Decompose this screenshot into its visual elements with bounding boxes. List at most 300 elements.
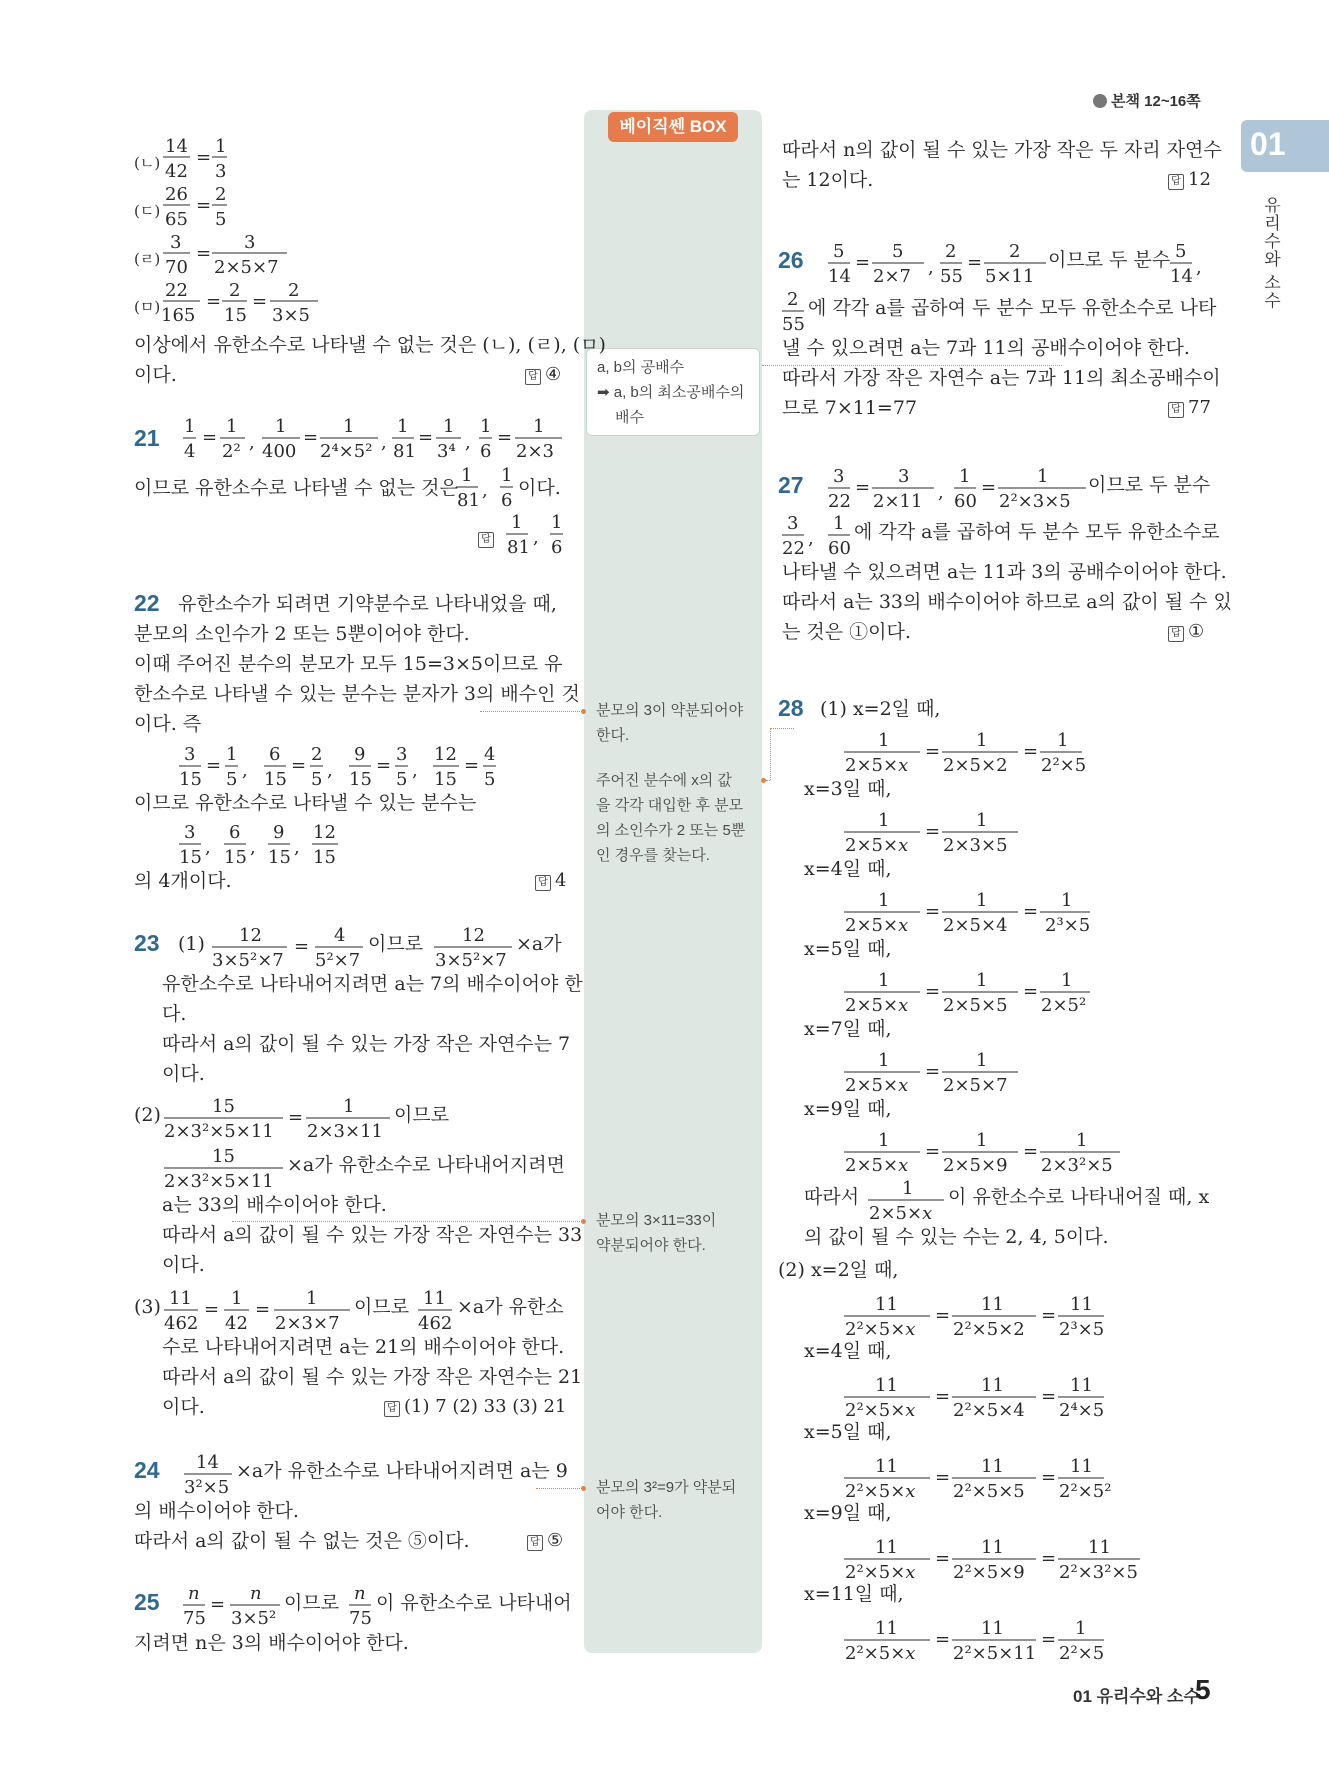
svg-text:2²×5×x: 2²×5×x [845,1481,916,1502]
p20-text2: 이다. [134,364,177,386]
p28-x9: x=9일 때, [804,1098,892,1120]
svg-text:65: 65 [165,209,188,230]
svg-text:,: , [465,432,471,453]
svg-text:15: 15 [224,847,247,868]
svg-text:2²: 2² [222,441,241,462]
svg-text:n: n [188,1583,200,1604]
svg-text:,: , [381,432,387,453]
svg-text:1: 1 [443,416,455,437]
svg-text:2×3×5: 2×3×5 [943,835,1008,856]
svg-text:=: = [935,1386,951,1407]
svg-text:=: = [303,427,319,448]
p22-answer: 답 4 [535,866,566,896]
p23-answer: 답 (1) 7 (2) 33 (3) 21 [384,1392,566,1422]
svg-text:2²×3×5: 2²×3×5 [999,491,1071,512]
svg-text:2×3²×5×11: 2×3²×5×11 [164,1121,274,1142]
p23-3-line5: 이다. [162,1396,205,1418]
box-note-ab [586,348,760,436]
p23-number: 23 [134,930,160,956]
svg-text:22: 22 [165,280,188,301]
p23-1-tail: ×a가 [516,933,562,955]
svg-text:12: 12 [434,744,457,765]
svg-text:2×5×x: 2×5×x [845,755,909,776]
svg-text:1: 1 [1061,970,1073,991]
p23-1-mid: 이므로 [368,933,424,955]
svg-text:=: = [210,1594,226,1615]
p25-tail: 이 유한소수로 나타내어 [376,1592,572,1614]
svg-text:5: 5 [311,769,323,790]
svg-text:42: 42 [225,1313,248,1334]
svg-text:3×5²×7: 3×5²×7 [212,950,284,971]
svg-text:=: = [935,1629,951,1650]
svg-text:4: 4 [484,744,496,765]
svg-text:2: 2 [229,280,241,301]
svg-text:=: = [497,427,513,448]
p21-tail: 이다. [518,477,561,499]
svg-text:3: 3 [833,466,845,487]
svg-text:9: 9 [273,822,285,843]
svg-text:1: 1 [551,512,563,533]
svg-text:2×3: 2×3 [516,441,554,462]
svg-text:81: 81 [393,441,416,462]
svg-text:1: 1 [833,513,845,534]
svg-text:11: 11 [423,1288,446,1309]
p25-line2: 지려면 n은 3의 배수이어야 한다. [134,1632,409,1654]
svg-text:1: 1 [343,1096,355,1117]
svg-text:165: 165 [161,305,196,326]
p28-x3: x=3일 때, [804,778,892,800]
svg-text:2×5×7: 2×5×7 [943,1075,1008,1096]
svg-text:,: , [205,837,211,858]
svg-text:2: 2 [311,744,323,765]
svg-text:2⁴×5²: 2⁴×5² [320,441,373,462]
svg-text:3: 3 [787,513,799,534]
svg-text:2×3²×5×11: 2×3²×5×11 [164,1171,274,1192]
p23-3-tail: ×a가 유한소 [457,1296,564,1318]
svg-text:2²×5×x: 2²×5×x [845,1562,916,1583]
chapter-number: 01 [1250,126,1286,162]
svg-text:=: = [1023,901,1039,922]
svg-text:1: 1 [1076,1130,1088,1151]
p23-3-mid: 이므로 [354,1296,410,1318]
p26-line2: 에 각각 a를 곱하여 두 분수 모두 유한소수로 나타 [808,297,1217,319]
book-reference: 본책 12~16쪽 [1093,90,1201,111]
svg-text:1: 1 [226,416,238,437]
svg-text:5: 5 [215,209,227,230]
p23-line3: 다. [162,1003,187,1025]
p20-text1: 이상에서 유한소수로 나타낼 수 없는 것은 (ㄴ), (ㄹ), (ㅁ) [134,334,606,356]
p22-line4: 한소수로 나타낼 수 있는 분수는 분자가 3의 배수인 것 [134,683,580,705]
p22-line3: 이때 주어진 분수의 분모가 모두 15=3×5이므로 유 [134,653,563,675]
svg-text:=: = [196,243,212,264]
box-note-line3: 배수 [615,409,644,426]
svg-text:1: 1 [511,512,523,533]
footer-chapter: 01 유리수와 소수 [1073,1687,1200,1706]
svg-text:=: = [925,821,941,842]
svg-text:5: 5 [892,241,904,262]
svg-text:15: 15 [179,769,202,790]
side-note-23: 분모의 3×11=33이 약분되어야 한다. [596,1212,717,1254]
box-column [584,110,762,1653]
svg-text:=: = [1023,741,1039,762]
p23-2-line4: 따라서 a의 값이 될 수 있는 가장 작은 자연수는 33 [162,1224,583,1246]
svg-text:12: 12 [462,925,485,946]
svg-text:11: 11 [169,1288,192,1309]
p27-line2: 에 각각 a를 곱하여 두 분수 모두 유한소수로 [854,521,1220,543]
svg-text:2²×5×9: 2²×5×9 [953,1562,1025,1583]
p24-answer: 답 ⑤ [527,1526,563,1556]
svg-text:=: = [1041,1548,1057,1569]
svg-text:1: 1 [878,1050,890,1071]
svg-text:2×5×9: 2×5×9 [943,1155,1008,1176]
p23-line2: 유한소수로 나타내어지려면 a는 7의 배수이어야 한 [162,973,583,995]
p23-2-line5: 이다. [162,1254,205,1276]
p21-text: 이므로 유한소수로 나타낼 수 없는 것은 [134,477,458,499]
svg-text:1: 1 [976,810,988,831]
p28-x5b: x=5일 때, [804,1421,892,1443]
svg-text:1: 1 [878,810,890,831]
svg-text:=: = [206,291,222,312]
right-column [770,0,1230,1772]
side-note-28: 주어진 분수에 x의 값 을 각각 대입한 후 분모 의 소인수가 2 또는 5뿐 인 경우를 찾는다. [596,772,746,864]
svg-text:2×5×4: 2×5×4 [943,915,1008,936]
svg-text:1: 1 [306,1288,318,1309]
p23-2-mid: 이므로 [394,1104,450,1126]
svg-text:,: , [327,760,333,781]
svg-text:11: 11 [981,1456,1004,1477]
svg-text:,: , [482,480,488,501]
svg-text:=: = [255,1299,271,1320]
svg-text:2×5×7: 2×5×7 [214,257,279,278]
p28-x7: x=7일 때, [804,1018,892,1040]
svg-text:=: = [464,755,480,776]
svg-text:,: , [294,837,300,858]
svg-text:55: 55 [940,266,963,287]
svg-text:12: 12 [313,822,336,843]
svg-text:15: 15 [313,847,336,868]
svg-text:42: 42 [165,161,188,182]
svg-text:,: , [533,527,539,548]
svg-text:2: 2 [945,241,957,262]
svg-text:11: 11 [1088,1537,1111,1558]
svg-text:15: 15 [349,769,372,790]
chapter-title-vertical: 유리수와 소수 [1261,196,1280,310]
svg-text:2×5×x: 2×5×x [845,1155,909,1176]
svg-text:3: 3 [170,232,182,253]
svg-text:=: = [855,477,871,498]
svg-text:81: 81 [507,537,530,558]
svg-text:60: 60 [954,491,977,512]
svg-text:=: = [925,1061,941,1082]
svg-text:11: 11 [875,1537,898,1558]
p22-number: 22 [134,590,160,616]
svg-text:5: 5 [833,241,845,262]
box-note-line2: ➡ a, b의 최소공배수의 [597,384,745,401]
svg-text:,: , [808,528,814,549]
p20-label-m: (ㅁ) [134,298,161,316]
svg-text:14: 14 [828,266,851,287]
svg-text:1: 1 [1075,1618,1087,1639]
svg-text:15: 15 [212,1146,235,1167]
p26-line3: 낼 수 있으려면 a는 7과 11의 공배수이어야 한다. [782,337,1190,359]
svg-text:2×5×x: 2×5×x [845,835,909,856]
p21-number: 21 [134,425,160,451]
svg-text:81: 81 [457,490,480,511]
svg-text:=: = [925,1141,941,1162]
svg-text:=: = [925,901,941,922]
p20-answer: 답 ④ [525,360,561,390]
svg-text:12: 12 [239,925,262,946]
svg-text:11: 11 [981,1618,1004,1639]
p27-line5: 는 것은 ①이다. [782,621,911,643]
svg-text:2: 2 [1009,241,1021,262]
svg-text:1: 1 [959,466,971,487]
svg-text:15: 15 [264,769,287,790]
side-note-22: 분모의 3이 약분되어야 한다. [596,702,744,744]
svg-text:1: 1 [397,416,409,437]
svg-text:=: = [967,252,983,273]
svg-text:2⁴×5: 2⁴×5 [1059,1400,1105,1421]
p28-x5: x=5일 때, [804,938,892,960]
svg-text:14: 14 [1170,266,1193,287]
p20-label-d: (ㄷ) [134,202,161,220]
svg-text:2: 2 [215,184,227,205]
p24-line3: 따라서 a의 값이 될 수 없는 것은 ⑤이다. [134,1530,470,1552]
svg-text:2: 2 [787,289,799,310]
svg-text:2×5×x: 2×5×x [845,995,909,1016]
svg-text:1: 1 [343,416,355,437]
svg-text:=: = [1041,1305,1057,1326]
svg-text:=: = [925,981,941,1002]
p25-number: 25 [134,1589,160,1615]
svg-text:=: = [1041,1386,1057,1407]
svg-text:11: 11 [981,1537,1004,1558]
p26-line1: 이므로 두 분수 [1048,249,1171,271]
svg-text:2²×5×5: 2²×5×5 [953,1481,1025,1502]
p28-conclude: 따라서 [804,1186,860,1208]
p26-line5: 므로 7×11=77 [782,397,918,419]
svg-text:3: 3 [396,744,408,765]
svg-text:1: 1 [976,970,988,991]
p23-3-line4: 따라서 a의 값이 될 수 있는 가장 작은 자연수는 21 [162,1366,583,1388]
svg-text:2²×5×x: 2²×5×x [845,1319,916,1340]
svg-text:11: 11 [875,1456,898,1477]
svg-text:2²×5×4: 2²×5×4 [953,1400,1025,1421]
svg-text:4: 4 [334,925,346,946]
svg-text:=: = [376,755,392,776]
p23-line5: 이다. [162,1063,205,1085]
svg-text:2: 2 [288,280,300,301]
svg-text:,: , [1196,257,1202,278]
p28-part1: (1) x=2일 때, [820,698,941,720]
svg-text:,: , [242,760,248,781]
svg-text:1: 1 [461,465,473,486]
svg-text:,: , [928,257,934,278]
svg-text:=: = [206,755,222,776]
svg-text:60: 60 [828,538,851,559]
p20-label-r: (ㄹ) [134,250,161,268]
svg-text:11: 11 [875,1618,898,1639]
p27-answer: 답 ① [1168,617,1204,647]
svg-text:,: , [249,432,255,453]
svg-text:n: n [354,1583,366,1604]
left-column: 14 42 = 1 3 26 65 = 2 5 3 70 = 3 2×5×7 22 165 = 2 15 = 2 3×5 1 4 = 1 2² , 1 400 = 1 2⁴×5² , 1 81 = 1 3⁴ , 1 6 = 1 2×3 1 81 , 1 6 1 81 , 1 6 3 15 = 1 5 , 6 15 = 2 5 , 9 15 = 3 5 , 12 15 = 4 5 3 15 , 6 15 , 9 15 , 12 15 12 3×5²×7 = 4 5²×7 12 3×5²×7 15 2×3²×5×11 = 1 2×3×11 15 2×3²×5×11 11 462 = 1 42 = 1 2×3×7 11 462 14 3²×5 n 75 = n 3×5² n 75 (ㄴ) (ㄷ) (ㄹ) (ㅁ) 이상에서 유한소수로 나타낼 수 없는 것은 (ㄴ), (ㄹ), (ㅁ) 이다. 답 ④ 21 이므로 유한소수로 나타낼 수 없는 것은 이다. 답 22 유한소수가 되려면 기약분수로 나타내었을 때, 분모의 소인수가 2 또는 5뿐이어야 한다. 이때 주어진 분수의 분모가 모두 15=3×5이므로 유 한소수로 나타낼 수 있는 분수는 분자가 3의 배수인 것 이다. 즉 이므로 유한소수로 나타낼 수 있는 분수는 의 4개이다. 답 4 23 (1) 이므로 ×a가 유한소수로 나타내어지려면 a는 7의 배수이어야 한 다. 따라서 a의 값이 될 수 있는 가장 작은 자연수는 7 이다. (2) 이므로 ×a가 유한소수로 나타내어지려면 a는 33의 배수이어야 한다. 따라서 a의 값이 될 수 있는 가장 작은 자연수는 33 이다. (3) 이므로 ×a가 유한소 수로 나타내어지려면 a는 21의 배수이어야 한다. 따라서 a의 값이 될 수 있는 가장 작은 자연수는 21 이다. 답 (1) 7 (2) 33 (3) 21 24 ×a가 유한소수로 나타내어지려면 a는 9 의 배수이어야 한다. 따라서 a의 값이 될 수 없는 것은 ⑤이다. 답 ⑤ 25 이므로 이 유한소수로 나타내어 지려면 n은 3의 배수이어야 한다. [0,0,580,1772]
p22-line1: 유한소수가 되려면 기약분수로 나타내었을 때, [178,593,557,615]
svg-text:1: 1 [1057,730,1069,751]
svg-text:75: 75 [349,1608,372,1629]
p22-line6: 이므로 유한소수로 나타낼 수 있는 분수는 [134,792,477,814]
svg-text:6: 6 [269,744,281,765]
svg-text:11: 11 [1070,1294,1093,1315]
svg-text:11: 11 [981,1294,1004,1315]
p27-line3: 나타낼 수 있으려면 a는 11과 3의 공배수이어야 한다. [782,561,1227,583]
svg-text:70: 70 [165,257,188,278]
p28-x11b: x=11일 때, [804,1583,904,1605]
side-note-24: 분모의 3²=9가 약분되 어야 한다. [596,1479,737,1521]
svg-text:2×5×2: 2×5×2 [943,755,1008,776]
svg-text:=: = [1023,981,1039,1002]
svg-text:1: 1 [275,416,287,437]
svg-text:9: 9 [354,744,366,765]
svg-text:2²×5×x: 2²×5×x [845,1400,916,1421]
svg-text:=: = [935,1305,951,1326]
svg-text:2²×5: 2²×5 [1059,1643,1105,1664]
svg-text:5×11: 5×11 [985,266,1035,287]
svg-text:15: 15 [224,305,247,326]
svg-text:3×5: 3×5 [272,305,310,326]
svg-text:1: 1 [184,416,196,437]
svg-text:11: 11 [1070,1375,1093,1396]
p22-line5: 이다. 즉 [134,713,202,735]
p27-line4: 따라서 a는 33의 배수이어야 하므로 a의 값이 될 수 있 [782,591,1232,613]
svg-text:=: = [1041,1467,1057,1488]
p28-x9b: x=9일 때, [804,1502,892,1524]
svg-text:1: 1 [480,416,492,437]
svg-text:1: 1 [976,890,988,911]
p27-number: 27 [778,472,804,498]
p23-line4: 따라서 a의 값이 될 수 있는 가장 작은 자연수는 7 [162,1033,571,1055]
svg-text:2×5²: 2×5² [1041,995,1087,1016]
box-title: 베이직쎈 BOX [608,112,738,142]
p22-line2: 분모의 소인수가 2 또는 5뿐이어야 한다. [134,623,470,645]
svg-text:3²×5: 3²×5 [184,1477,230,1498]
svg-text:14: 14 [165,136,188,157]
p25-cont1: 따라서 n의 값이 될 수 있는 가장 작은 두 자리 자연수 [782,139,1222,161]
svg-text:=: = [855,252,871,273]
p22-line7: 의 4개이다. [134,870,232,892]
p28-conclude-tail: 이 유한소수로 나타내어질 때, x [948,1186,1210,1208]
svg-text:2²×5×11: 2²×5×11 [953,1643,1037,1664]
svg-text:11: 11 [875,1294,898,1315]
svg-text:2×5×x: 2×5×x [845,1075,909,1096]
svg-text:1: 1 [1061,890,1073,911]
svg-text:2×11: 2×11 [873,491,923,512]
svg-text:2²×5×2: 2²×5×2 [953,1319,1025,1340]
svg-text:=: = [1041,1629,1057,1650]
page-number: 5 [1195,1674,1211,1705]
p23-2-line3: a는 33의 배수이어야 한다. [162,1194,387,1216]
svg-text:22: 22 [782,538,805,559]
svg-text:462: 462 [418,1313,453,1334]
svg-text:6: 6 [551,537,563,558]
svg-text:2²×3²×5: 2²×3²×5 [1059,1562,1138,1583]
svg-text:2×3×7: 2×3×7 [275,1313,340,1334]
svg-text:2×5×5: 2×5×5 [943,995,1008,1016]
svg-text:15: 15 [268,847,291,868]
svg-text:3: 3 [184,822,196,843]
svg-text:2²×5: 2²×5 [1041,755,1087,776]
p28-x4b: x=4일 때, [804,1340,892,1362]
svg-text:=: = [981,477,997,498]
p24-line2: 의 배수이어야 한다. [134,1500,299,1522]
svg-text:=: = [418,427,434,448]
svg-text:5: 5 [484,769,496,790]
svg-text:2³×5: 2³×5 [1045,915,1091,936]
svg-text:,: , [250,837,256,858]
svg-text:2³×5: 2³×5 [1059,1319,1105,1340]
svg-text:3×5²: 3×5² [231,1608,277,1629]
svg-text:=: = [196,147,212,168]
svg-text:,: , [412,760,418,781]
p23-3-line3: 수로 나타내어지려면 a는 21의 배수이어야 한다. [162,1336,565,1358]
svg-text:1: 1 [215,136,227,157]
svg-text:,: , [938,482,944,503]
p20-label-n: (ㄴ) [134,154,161,172]
svg-text:2×7: 2×7 [873,266,911,287]
svg-text:1: 1 [226,744,238,765]
p23-2-tail: ×a가 유한소수로 나타내어지려면 [287,1154,565,1176]
p28-conclude2: 의 값이 될 수 있는 수는 2, 4, 5이다. [804,1226,1109,1248]
svg-text:=: = [204,1299,220,1320]
svg-text:=: = [252,291,268,312]
p25-answer: 답 12 [1168,165,1211,195]
svg-text:1: 1 [1037,466,1049,487]
svg-text:1: 1 [976,1050,988,1071]
svg-text:1: 1 [878,890,890,911]
svg-text:2²×5×x: 2²×5×x [845,1643,916,1664]
p27-line1: 이므로 두 분수 [1088,474,1211,496]
svg-text:5: 5 [226,769,238,790]
svg-text:3: 3 [244,232,256,253]
svg-text:5: 5 [396,769,408,790]
svg-text:=: = [291,755,307,776]
p25-mid: 이므로 [284,1592,340,1614]
svg-text:=: = [925,741,941,762]
p24-line1: ×a가 유한소수로 나타내어지려면 a는 9 [236,1460,568,1482]
svg-text:=: = [202,427,218,448]
p21-answer: 답 [478,523,498,553]
svg-text:n: n [250,1583,262,1604]
svg-text:1: 1 [878,730,890,751]
svg-text:5²×7: 5²×7 [315,950,361,971]
svg-text:15: 15 [179,847,202,868]
svg-text:400: 400 [262,441,297,462]
svg-text:14: 14 [196,1452,219,1473]
svg-text:5: 5 [1175,241,1187,262]
svg-text:462: 462 [164,1313,199,1334]
svg-text:3⁴: 3⁴ [437,441,456,462]
svg-text:22: 22 [828,491,851,512]
p28-part2: (2) x=2일 때, [778,1259,899,1281]
svg-text:1: 1 [231,1288,243,1309]
svg-text:2²×5²: 2²×5² [1059,1481,1112,1502]
svg-text:55: 55 [782,314,805,335]
svg-text:4: 4 [184,441,196,462]
svg-text:11: 11 [981,1375,1004,1396]
svg-text:=: = [294,936,310,957]
p28-number: 28 [778,695,804,721]
svg-text:1: 1 [976,730,988,751]
